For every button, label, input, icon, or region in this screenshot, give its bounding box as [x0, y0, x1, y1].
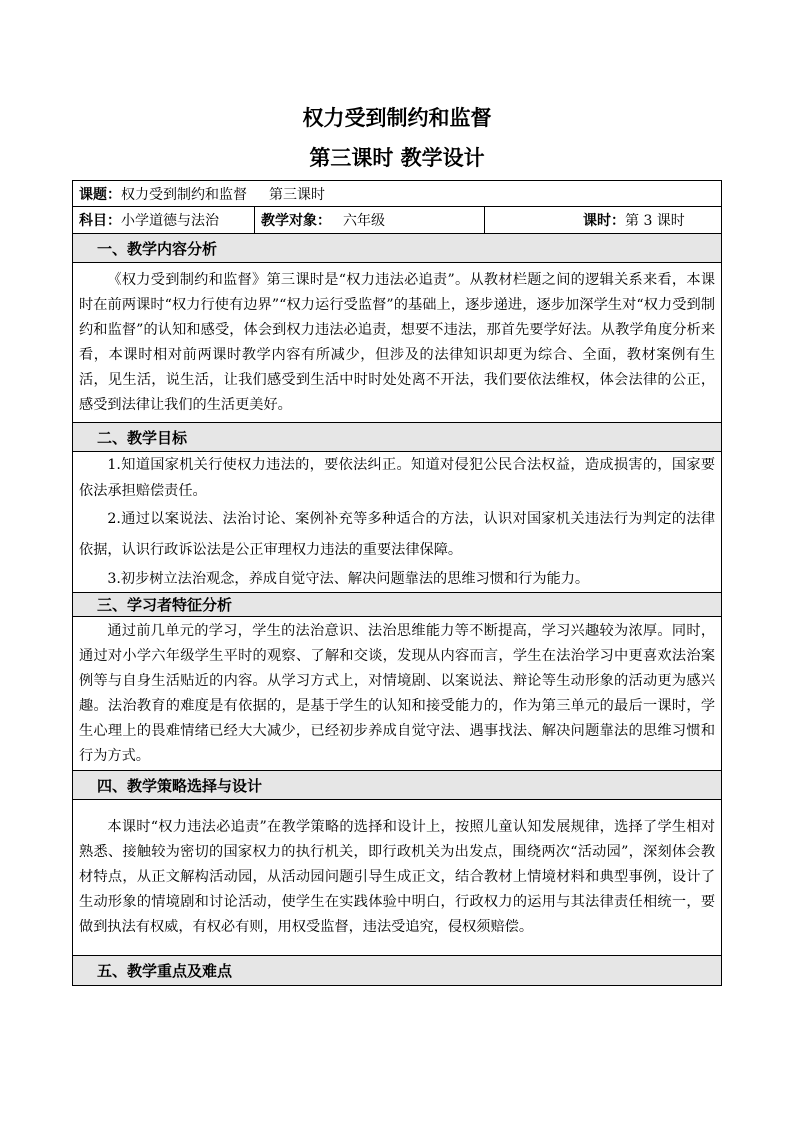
section-content-row	[73, 263, 722, 423]
paragraph: 通过前几单元的学习，学生的法治意识、法治思维能力等不断提高，学习兴趣较为浓厚。同时，通过对小学六年级学生平时的观察、了解和交谈，发现从内容而言，学生在法治学习中更喜欢法治案例等与自身生活贴近的内容。从学习方式上，对情境剧、以案说法、辩论等生动形象的活动更为感兴趣。法治教育的难度是有依据的，是基于学生的认知和接受能力的，作为第三单元的最后一课时，学生心理上的畏难情绪已经大大减少，已经初步养成自觉守法、遇事找法、解决问题靠法的思维习惯和行为方式。	[79, 622, 716, 764]
section-content-row	[73, 800, 722, 956]
paragraph: 本课时“权力违法必追责”在教学策略的选择和设计上，按照儿童认知发展规律，选择了学生相对熟悉、接触较为密切的国家权力的执行机关，即行政机关为出发点，围绕两次“活动园”，深刻体会教材特点，从正文解构活动园，从活动园问题引导生成正文，结合教材上情境材料和典型事例，设计了生动形象的情境剧和讨论活动，使学生在实践体验中明白，行政权力的运用与其法律责任相统一，要做到执法有权威，有权必有则，用权受监督，违法受追究，侵权须赔偿。	[79, 819, 716, 935]
section-content-row	[73, 452, 722, 593]
section-content-row	[73, 617, 722, 771]
section-content	[73, 263, 722, 423]
section-heading-row	[73, 423, 722, 452]
section-heading: 五、教学重点及难点	[73, 956, 722, 986]
subject-value: 小学道德与法治	[121, 213, 219, 229]
audience-label: 教学对象：	[261, 213, 331, 229]
topic-cell	[73, 181, 722, 207]
section-content	[73, 452, 722, 593]
period-cell	[485, 207, 722, 234]
subject-cell	[73, 207, 255, 234]
section-heading: 二、教学目标	[73, 423, 722, 452]
section-content	[73, 617, 722, 771]
paragraph: 《权力受到制约和监督》第三课时是“权力违法必追责”。从教材栏题之间的逻辑关系来看，本课时在前两课时“权力行使有边界”“权力运行受监督”的基础上，逐步递进，逐步加深学生对“权力受到制约和监督”的认知和感受，体会到权力违法必追责，想要不违法，那首先要学好法。从教学角度分析来看，本课时相对前两课时教学内容有所减少，但涉及的法律知识却更为综合、全面，教材案例有生活，见生活，说生活，让我们感受到生活中时时处处离不开法，我们要依法维权，体会法律的公正，感受到法律让我们的生活更美好。	[79, 271, 716, 413]
subject-label: 科目：	[79, 213, 121, 229]
section-heading-row	[73, 956, 722, 986]
paragraph: 1.知道国家机关行使权力违法的，要依法纠正。知道对侵犯公民合法权益，造成损害的，国家要依法承担赔偿责任。	[79, 457, 716, 499]
audience-value: 六年级	[343, 213, 385, 229]
section-heading: 四、教学策略选择与设计	[73, 771, 722, 800]
topic-label: 课题：	[79, 186, 121, 203]
period-label: 课时：	[583, 213, 625, 229]
paragraph: 3.初步树立法治观念，养成自觉守法、解决问题靠法的思维习惯和行为能力。	[107, 571, 590, 587]
section-heading: 三、学习者特征分析	[73, 593, 722, 617]
document-subtitle: 第三课时 教学设计	[309, 146, 485, 170]
document-title: 权力受到制约和监督	[302, 106, 492, 130]
info-row	[73, 207, 722, 234]
period-value: 第 3 课时	[625, 213, 685, 229]
section-content	[73, 800, 722, 956]
topic-lesson: 第三课时	[269, 186, 325, 203]
topic-value: 权力受到制约和监督	[121, 186, 247, 203]
section-heading: 一、教学内容分析	[73, 234, 722, 263]
topic-row	[73, 181, 722, 207]
section-heading-row	[73, 771, 722, 800]
lesson-plan-table	[72, 180, 722, 986]
section-heading-row	[73, 593, 722, 617]
audience-cell	[255, 207, 485, 234]
paragraph: 2.通过以案说法、法治讨论、案例补充等多种适合的方法，认识对国家机关违法行为判定的法律依据，认识行政诉讼法是公正审理权力违法的重要法律保障。	[79, 511, 716, 558]
section-heading-row	[73, 234, 722, 263]
